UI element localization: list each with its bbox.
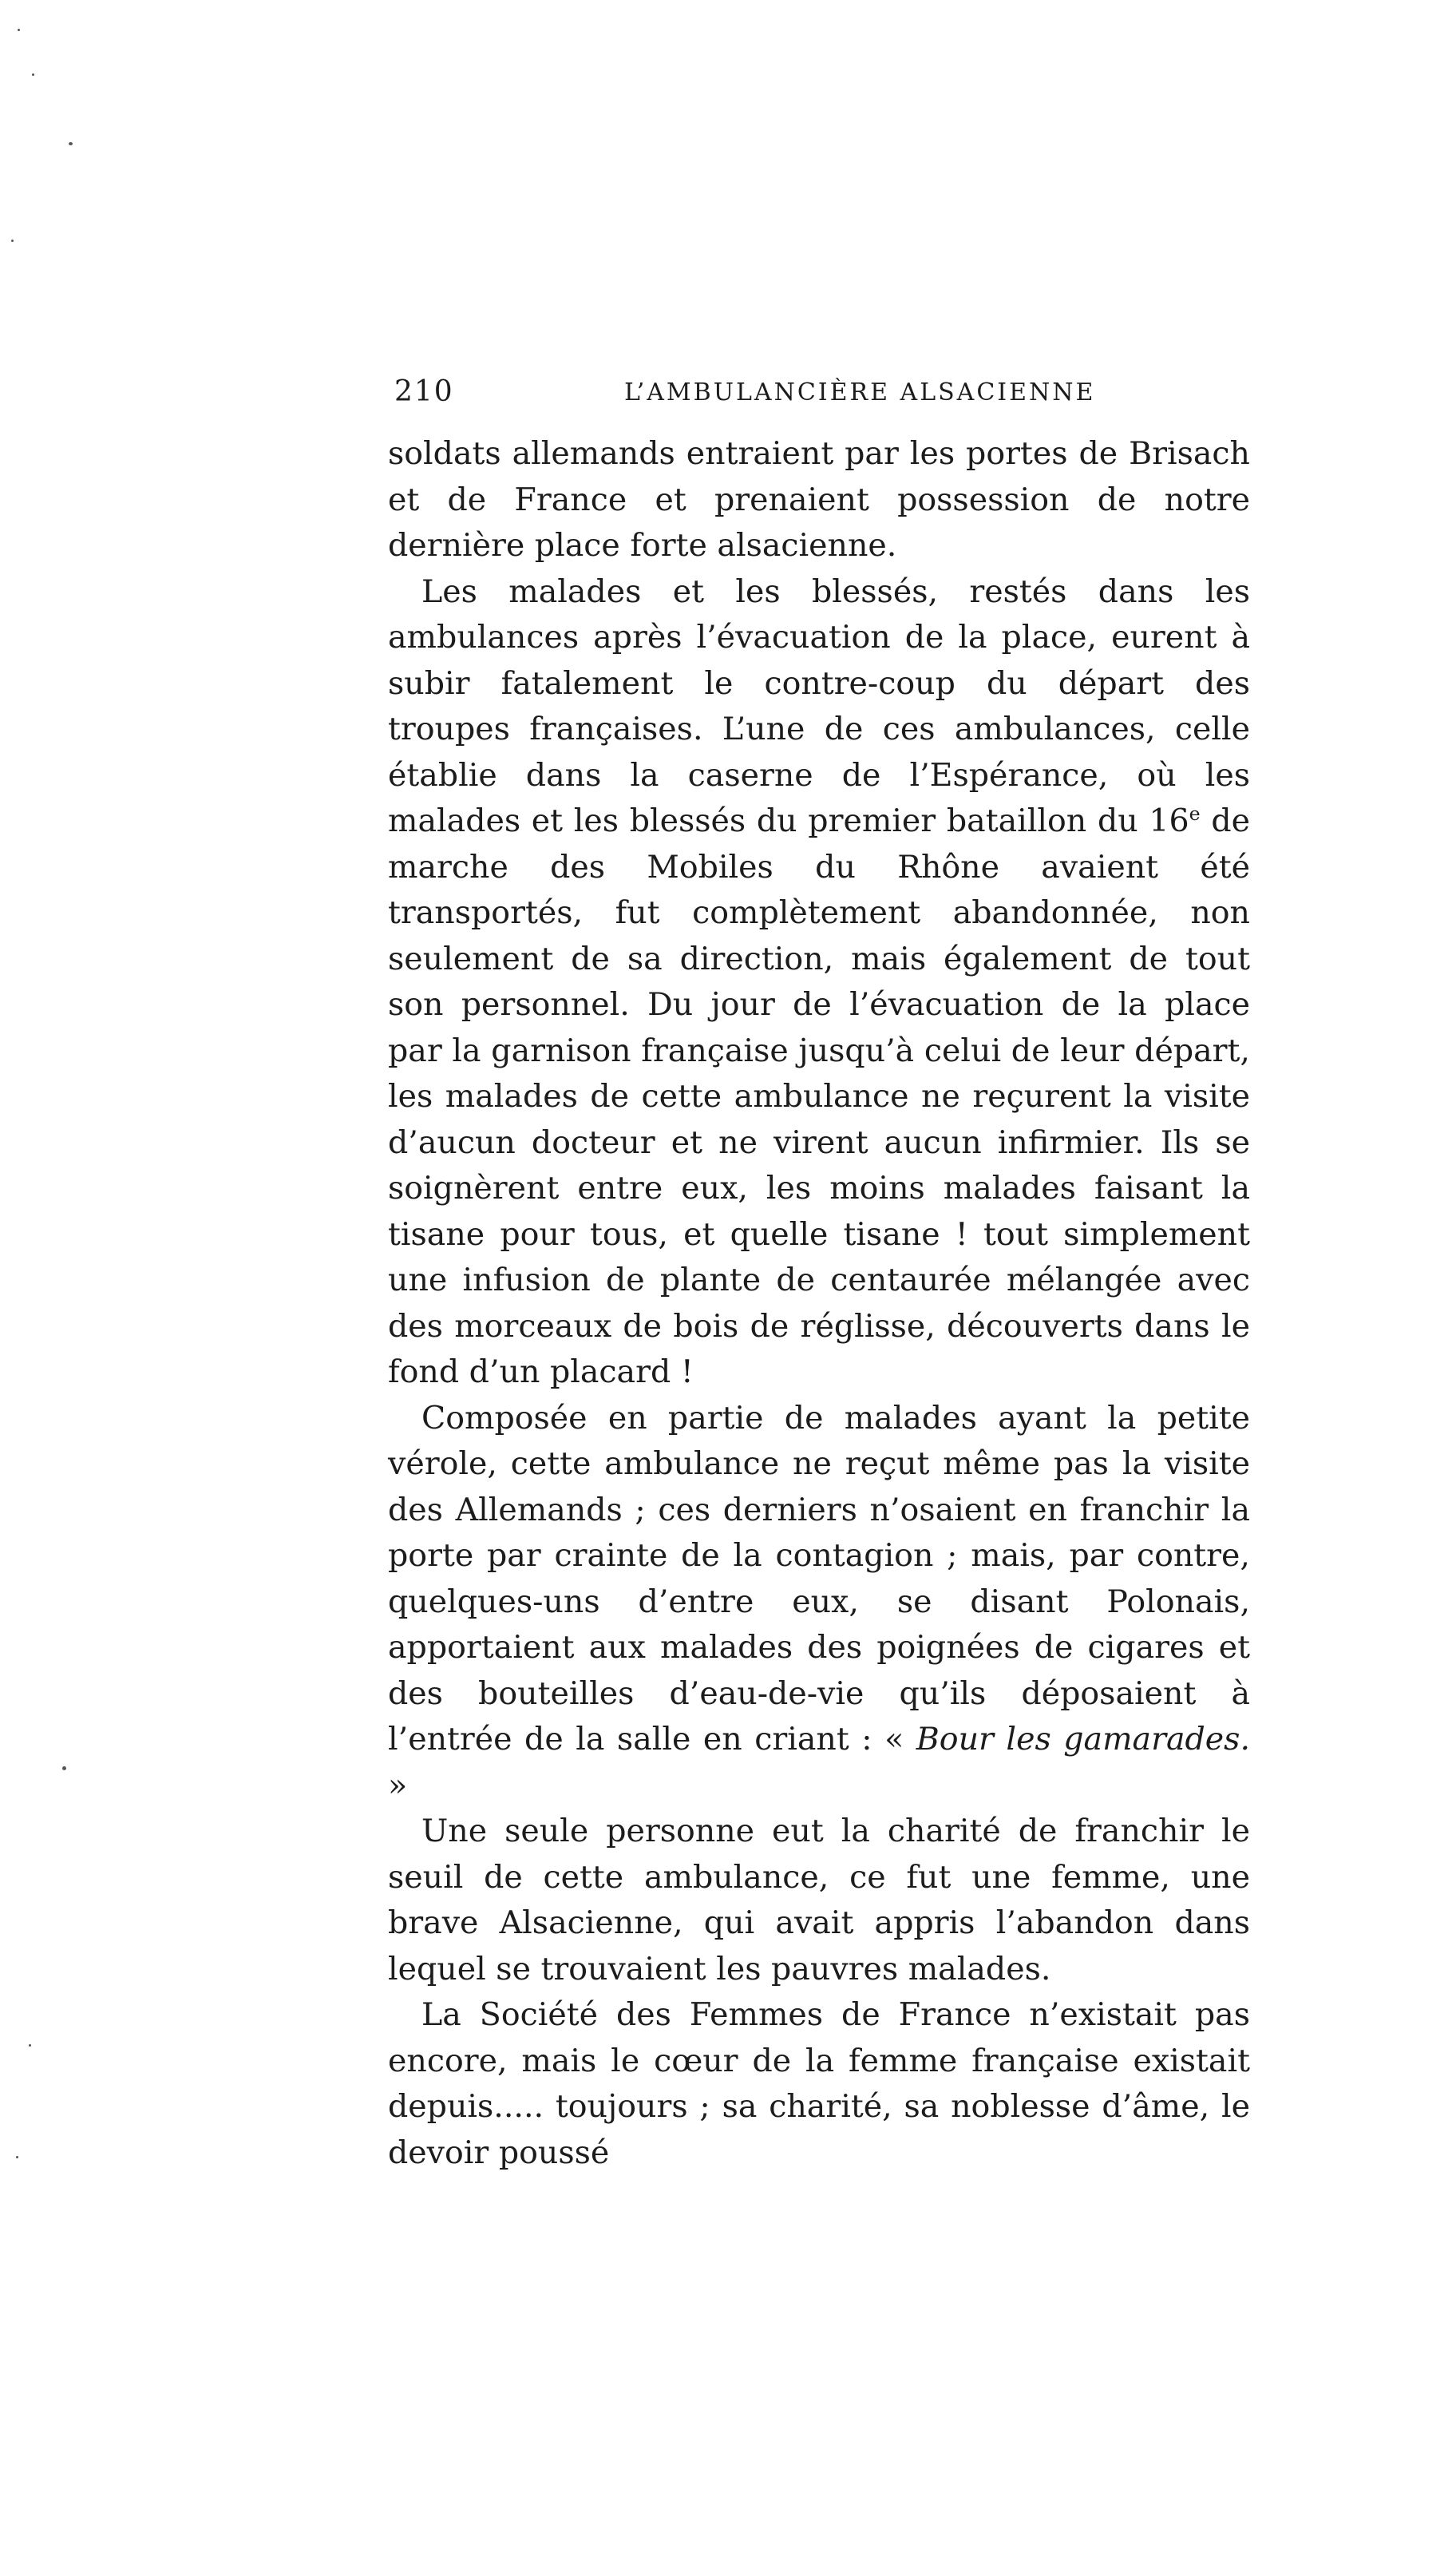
paragraph-3 [388, 1396, 1250, 1809]
italic-quote: Bour les gamarades. [916, 1721, 1250, 1758]
paragraph-1: soldats allemands entraient par les portes de Brisach et de France et prenaient possession de notre dernière place forte alsacienne. [388, 435, 1250, 564]
scan-speck [16, 2156, 18, 2158]
paragraph-2-part1: Les malades et les blessés, restés dans les ambulances après l’évacuation de la place, eurent à subir fatalement le contre-coup du départ des troupes françaises. L’une de ces ambulances, celle établie dans la caserne de l’Espérance, où les malades et les blessés du premier bataillon du 16 [388, 573, 1250, 839]
paragraph-2-part2: de marche des Mobiles du Rhône avaient été transportés, fut complètement abandonnée, non seulement de sa direction, mais également de tout son personnel. Du jour de l’évacuation de la place par la garnison française jusqu’à celui de leur départ, les malades de cette ambulance ne reçurent la visite d’aucun docteur et ne virent aucun infirmier. Ils se soignèrent entre eux, les moins malades faisant la tisane pour tous, et quelle tisane ! tout simplement une infusion de plante de centaurée mélangée avec des morceaux de bois de réglisse, découverts dans le fond d’un placard ! [388, 802, 1251, 1390]
scan-speck [11, 240, 14, 242]
scan-speck [18, 29, 20, 31]
body-text [388, 431, 1250, 2176]
paragraph-5: La Société des Femmes de France n’existait pas encore, mais le cœur de la femme française existait depuis..... toujours ; sa charité, sa noblesse d’âme, le devoir poussé [388, 1996, 1250, 2171]
page-header [394, 375, 1253, 423]
page-number: 210 [394, 375, 454, 408]
running-title: L’AMBULANCIÈRE ALSACIENNE [624, 378, 1096, 406]
scan-speck [69, 142, 73, 145]
ordinal-superscript: e [1189, 802, 1201, 825]
paragraph-3-part1: Composée en partie de malades ayant la petite vérole, cette ambulance ne reçut même pas la visite des Allemands ; ces derniers n’osaient en franchir la porte par crainte de la contagion ; mais, par contre, quelques-uns d’entre eux, se disant Polonais, apportaient aux malades des poignées de cigares et des bouteilles d’eau-de-vie qu’ils déposaient à l’entrée de la salle en criant : « [388, 1399, 1250, 1758]
scan-speck [29, 2044, 31, 2047]
paragraph-2 [388, 569, 1250, 1396]
paragraph-3-part2: » [388, 1766, 408, 1804]
paragraph-4: Une seule personne eut la charité de franchir le seuil de cette ambulance, ce fut une femme, une brave Alsacienne, qui avait appris l’abandon dans lequel se trouvaient les pauvres malades. [388, 1813, 1250, 1987]
scan-speck [62, 1766, 66, 1770]
scan-speck [32, 73, 34, 76]
